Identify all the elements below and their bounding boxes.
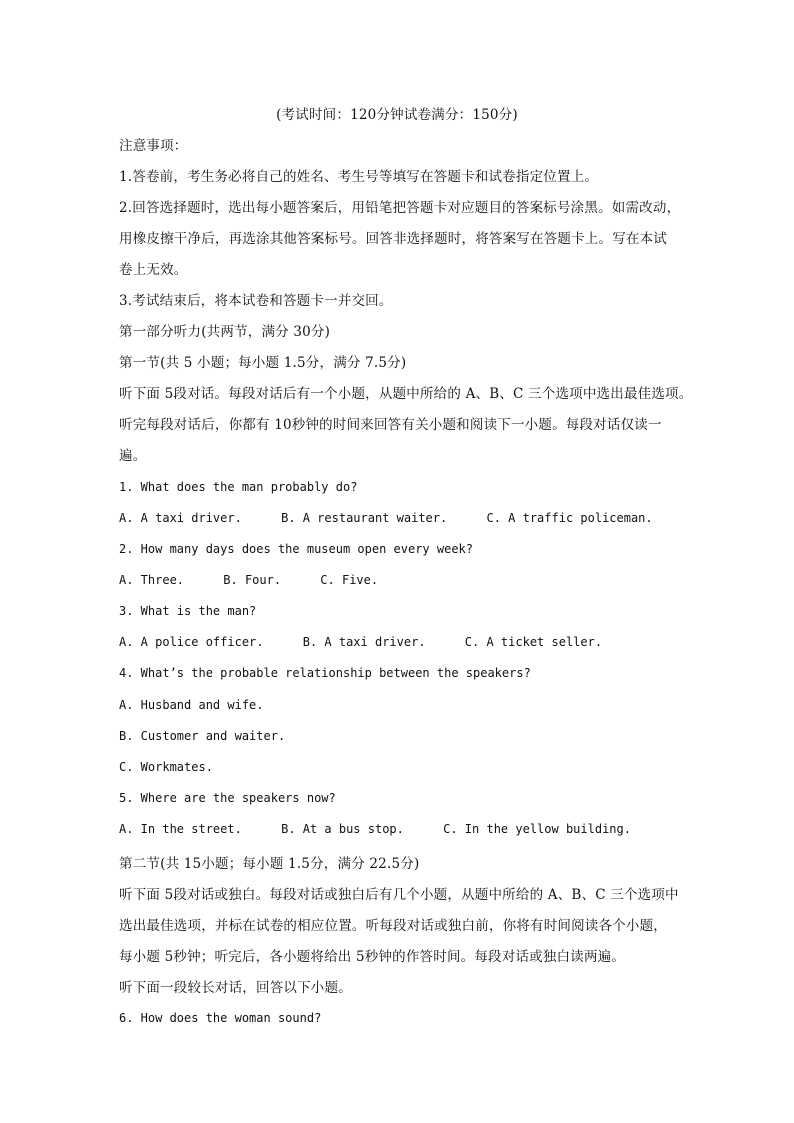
question-options	[119, 822, 631, 836]
option: B. Four.	[223, 573, 282, 587]
option: C. Five.	[320, 573, 379, 587]
section-title: 第一节(共 5 小题；每小题 1.5分，满分 7.5分)	[119, 355, 407, 371]
option: C. A traffic policeman.	[486, 511, 653, 525]
notice-item: 2.回答选择题时，选出每小题答案后，用铅笔把答题卡对应题目的答案标号涂黑。如需改动，	[119, 200, 681, 216]
question-text: 1. What does the man probably do?	[119, 480, 358, 494]
question-text: 2. How many days does the museum open every week?	[119, 542, 474, 556]
option: B. A restaurant waiter.	[281, 511, 448, 525]
question-text: 4. What’s the probable relationship between the speakers?	[119, 666, 531, 680]
section-instructions: 遍。	[119, 448, 147, 464]
section-title: 第二节(共 15小题；每小题 1.5分，满分 22.5分)	[119, 856, 420, 872]
sub-instruction: 听下面一段较长对话，回答以下小题。	[119, 980, 352, 996]
notice-item: 用橡皮擦干净后，再选涂其他答案标号。回答非选择题时，将答案写在答题卡上。写在本试	[119, 231, 667, 247]
section-instructions: 听下面 5段对话或独白。每段对话或独白后有几个小题，从题中所给的 A、B、C 三个选项中	[119, 887, 679, 903]
option: B. At a bus stop.	[281, 822, 404, 836]
option: C. Workmates.	[119, 760, 213, 774]
option: A. Husband and wife.	[119, 698, 264, 712]
option: A. In the street.	[119, 822, 242, 836]
notice-item: 卷上无效。	[119, 262, 188, 278]
option: A. A taxi driver.	[119, 511, 242, 525]
question-text: 6. How does the woman sound?	[119, 1011, 322, 1025]
option: A. A police officer.	[119, 635, 264, 649]
question-options	[119, 635, 602, 649]
notice-item: 1.答卷前，考生务必将自己的姓名、考生号等填写在答题卡和试卷指定位置上。	[119, 169, 599, 185]
section-instructions: 听完每段对话后，你都有 10秒钟的时间来回答有关小题和阅读下一小题。每段对话仅读一	[119, 417, 662, 433]
question-options	[119, 573, 378, 587]
notice-item: 3.考试结束后，将本试卷和答题卡一并交回。	[119, 293, 393, 309]
section-instructions: 每小题 5秒钟；听完后，各小题将给出 5秒钟的作答时间。每段对话或独白读两遍。	[119, 949, 626, 965]
question-options	[119, 511, 653, 525]
option: C. A ticket seller.	[464, 635, 603, 649]
part-title: 第一部分听力(共两节，满分 30分)	[119, 324, 331, 340]
option: B. A taxi driver.	[302, 635, 426, 649]
question-text: 3. What is the man?	[119, 604, 257, 618]
option: B. Customer and waiter.	[119, 729, 286, 743]
option: C. In the yellow building.	[443, 822, 631, 836]
option: A. Three.	[119, 573, 185, 587]
section-instructions: 选出最佳选项，并标在试卷的相应位置。听每段对话或独白前，你将有时间阅读各个小题，	[119, 918, 667, 934]
exam-time-note: (考试时间：120分钟试卷满分：150分)	[276, 107, 518, 123]
section-instructions: 听下面 5段对话。每段对话后有一个小题，从题中所给的 A、B、C 三个选项中选出最佳选项。	[119, 386, 693, 402]
question-text: 5. Where are the speakers now?	[119, 791, 336, 805]
notice-title: 注意事项：	[119, 138, 188, 154]
